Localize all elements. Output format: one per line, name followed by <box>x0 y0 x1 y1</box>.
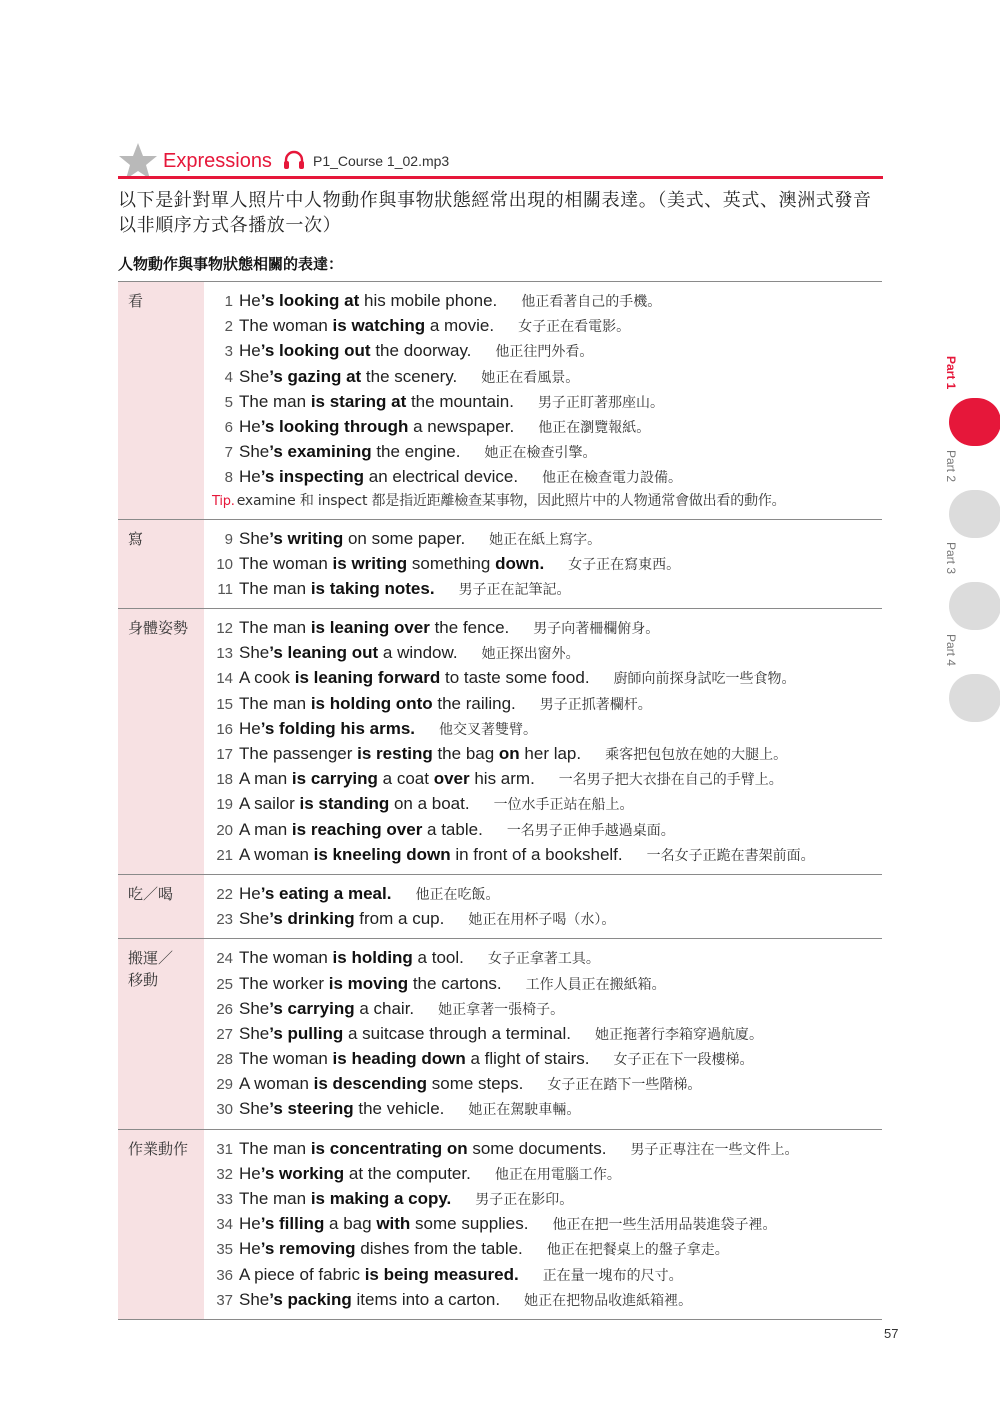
sentence-text: his mobile phone. <box>359 291 498 310</box>
expression-row <box>212 842 882 867</box>
key-expression: ’s carrying <box>269 998 355 1018</box>
sentence-text: at the computer. <box>344 1163 471 1183</box>
key-expression: is watching <box>332 316 426 336</box>
chinese-translation: 男子正專注在一些文件上。 <box>630 1141 799 1158</box>
english-sentence <box>239 719 415 738</box>
english-sentence <box>239 769 535 788</box>
key-expression: ’s eating a meal. <box>260 883 392 903</box>
chinese-translation: 她正在看風景。 <box>481 369 580 386</box>
chinese-translation: 她正在駕駛車輛。 <box>468 1102 581 1119</box>
key-expression: ’s pulling <box>269 1023 344 1043</box>
key-expression: ’s working <box>260 1163 345 1183</box>
key-expression: is carrying <box>291 769 378 789</box>
english-sentence <box>239 668 590 687</box>
expression-number: 18 <box>216 771 233 789</box>
expression-number: 17 <box>216 746 233 763</box>
expression-row <box>212 464 882 489</box>
sentence-text: The man <box>239 391 311 411</box>
chinese-translation: 一位水手正站在船上。 <box>493 797 634 814</box>
key-expression: ’s folding his arms. <box>260 718 416 738</box>
english-sentence <box>239 1049 590 1068</box>
audio-file-name: P1_Course 1_02.mp3 <box>313 153 450 169</box>
key-expression: is leaning forward <box>294 668 441 688</box>
chinese-translation: 她正在紙上寫字。 <box>489 531 602 548</box>
sentence-text: the engine. <box>371 442 461 462</box>
expression-row <box>212 389 882 414</box>
english-sentence <box>239 999 414 1018</box>
sentence-text: He <box>239 467 261 487</box>
key-expression: down. <box>495 553 545 573</box>
category-label: 看 <box>128 292 144 310</box>
english-sentence <box>239 1024 571 1043</box>
sentence-text: The man <box>239 618 311 638</box>
key-expression: is holding onto <box>310 693 433 713</box>
english-sentence <box>239 1265 519 1284</box>
star-icon <box>118 142 158 180</box>
expression-number: 31 <box>216 1140 233 1158</box>
key-expression: ’s drinking <box>269 909 355 929</box>
chinese-translation: 男子向著柵欄俯身。 <box>533 621 660 638</box>
expression-row <box>212 1071 882 1096</box>
expression-row <box>212 313 882 338</box>
expression-row <box>212 971 882 996</box>
expression-row <box>212 1262 882 1287</box>
expression-number: 37 <box>216 1291 233 1309</box>
sentence-text: A woman <box>239 844 314 864</box>
key-expression: is moving <box>328 973 409 993</box>
sentence-text: He <box>239 1163 261 1183</box>
expression-row <box>212 1096 882 1121</box>
sentence-text: the fence. <box>429 618 510 638</box>
expression-number: 36 <box>216 1266 233 1284</box>
english-sentence <box>239 417 514 436</box>
sentence-text: on some paper. <box>343 528 466 548</box>
expression-row <box>212 791 882 816</box>
expression-row <box>212 741 882 766</box>
sentence-text: a window. <box>378 643 458 663</box>
english-sentence <box>239 291 497 310</box>
key-expression: is kneeling down <box>313 844 451 864</box>
tip-label: Tip. <box>212 493 235 509</box>
expression-row <box>212 996 882 1021</box>
key-expression: is staring at <box>310 391 407 411</box>
chinese-translation: 他正在瀏覽報紙。 <box>538 419 651 436</box>
sentence-text: She <box>239 366 270 386</box>
key-expression: ’s examining <box>269 442 372 462</box>
english-sentence <box>239 884 391 903</box>
sentence-text: A piece of fabric <box>239 1264 365 1284</box>
sentence-text: She <box>239 643 270 663</box>
sentence-text: A man <box>239 819 292 839</box>
sentence-text: the mountain. <box>406 391 514 411</box>
section-3 <box>118 608 882 874</box>
english-sentence <box>239 948 464 967</box>
sentence-text: a flight of stairs. <box>465 1049 590 1069</box>
chinese-translation: 一名女子正跪在書架前面。 <box>646 847 815 864</box>
key-expression: on <box>498 744 520 763</box>
expression-row <box>212 906 882 931</box>
chinese-translation: 男子正抓著欄杆。 <box>539 696 652 713</box>
category-label: 作業動作 <box>128 1139 189 1158</box>
category-cell <box>118 875 204 938</box>
sentence-text: He <box>239 1239 261 1259</box>
expression-row <box>212 1161 882 1186</box>
expression-number: 16 <box>216 720 233 738</box>
sentence-text: some steps. <box>427 1074 524 1094</box>
english-sentence <box>239 643 458 662</box>
english-sentence <box>239 579 435 598</box>
expression-number: 11 <box>217 580 233 598</box>
chinese-translation: 女子正在下一段樓梯。 <box>613 1052 754 1069</box>
sentence-text: He <box>239 718 261 738</box>
sentence-text: the railing. <box>432 693 516 713</box>
key-expression: ’s gazing at <box>269 366 362 386</box>
expression-number: 25 <box>216 975 233 993</box>
chinese-translation: 乘客把包包放在她的大腿上。 <box>605 747 788 763</box>
expression-number: 29 <box>216 1076 233 1094</box>
expression-number: 8 <box>224 469 233 487</box>
expression-number: 12 <box>216 620 233 638</box>
expression-row <box>212 1211 882 1236</box>
sentence-text: her lap. <box>519 744 582 763</box>
expression-number: 15 <box>216 695 233 713</box>
english-sentence <box>239 529 465 548</box>
sentence-text: The man <box>239 1189 311 1208</box>
key-expression: is concentrating on <box>310 1138 468 1158</box>
expression-row <box>212 615 882 640</box>
key-expression: is resting <box>357 744 433 763</box>
sentence-text: a tool. <box>412 948 464 968</box>
category-cell <box>118 282 204 519</box>
key-expression: is heading down <box>332 1049 466 1069</box>
key-expression: is leaning over <box>310 618 430 638</box>
key-expression: ’s packing <box>269 1289 352 1309</box>
expression-number: 1 <box>224 293 233 310</box>
key-expression: ’s looking at <box>260 291 360 310</box>
key-expression: ’s leaning out <box>269 643 379 663</box>
expression-row <box>212 766 882 791</box>
sentence-text: The man <box>239 1138 311 1158</box>
expression-row <box>212 1021 882 1046</box>
sentence-text: a bag <box>324 1214 377 1234</box>
sentence-text: The woman <box>239 316 333 336</box>
sidebar-tab-part-3[interactable] <box>949 582 1000 630</box>
sentence-text: He <box>239 416 261 436</box>
category-cell <box>118 939 204 1128</box>
sentence-text: She <box>239 998 270 1018</box>
sentence-text: A sailor <box>239 794 300 814</box>
sentence-text: The passenger <box>239 744 358 763</box>
expression-number: 24 <box>216 950 233 968</box>
sentence-text: The worker <box>239 973 329 993</box>
english-sentence <box>239 367 457 386</box>
chinese-translation: 她正探出窗外。 <box>481 646 580 663</box>
chinese-translation: 女子正在看電影。 <box>518 319 631 336</box>
key-expression: ’s steering <box>269 1099 354 1119</box>
expression-row <box>212 576 882 601</box>
key-expression: is writing <box>332 553 408 573</box>
sidebar-tab-part-2[interactable] <box>949 490 1000 538</box>
sentence-text: on a boat. <box>389 794 470 814</box>
sentence-text: She <box>239 1023 270 1043</box>
chinese-translation: 她正在檢查引擎。 <box>484 445 597 462</box>
sentence-text: She <box>239 1289 270 1309</box>
sentence-text: the doorway. <box>370 341 472 361</box>
english-sentence <box>239 1214 528 1233</box>
sentence-text: his arm. <box>469 769 535 789</box>
expression-row <box>212 338 882 363</box>
key-expression: is being measured. <box>364 1264 519 1284</box>
chinese-translation: 男子正在記筆記。 <box>458 581 571 598</box>
english-sentence <box>239 1189 451 1208</box>
sidebar-tab-part-1[interactable] <box>949 398 1000 446</box>
key-expression: over <box>433 769 470 789</box>
chinese-translation: 他正在把一些生活用品裝進袋子裡。 <box>552 1217 777 1234</box>
chinese-translation: 一名男子正伸手越過桌面。 <box>506 822 675 839</box>
expressions-table <box>118 281 882 1320</box>
expression-row <box>212 691 882 716</box>
sentence-text: He <box>239 341 261 361</box>
expression-number: 19 <box>216 796 233 814</box>
chinese-translation: 男子正在影印。 <box>475 1192 574 1208</box>
sentence-text: He <box>239 1214 261 1234</box>
sentence-text: She <box>239 909 270 929</box>
sentence-text: He <box>239 883 261 903</box>
chinese-translation: 他正看著自己的手機。 <box>521 294 662 310</box>
expression-number: 26 <box>216 1000 233 1018</box>
sentence-text: the scenery. <box>361 366 458 386</box>
section-2 <box>118 519 882 609</box>
category-label: 寫 <box>128 529 144 548</box>
english-sentence <box>239 794 470 813</box>
sidebar-label-part-3[interactable]: Part 3 <box>944 542 958 575</box>
sentence-text: The woman <box>239 948 333 968</box>
expression-number: 6 <box>224 418 233 436</box>
sentence-text: dishes from the table. <box>355 1239 523 1259</box>
expression-number: 14 <box>216 670 233 688</box>
expression-row <box>212 1287 882 1312</box>
chinese-translation: 女子正在寫東西。 <box>568 556 681 573</box>
key-expression: is holding <box>332 948 413 968</box>
sentence-text: A man <box>239 769 292 789</box>
section-1 <box>118 281 882 519</box>
sentence-text: in front of a bookshelf. <box>450 844 623 864</box>
category-cell <box>118 520 204 609</box>
expression-number: 27 <box>216 1025 233 1043</box>
sentence-text: a table. <box>422 819 483 839</box>
key-expression: is making a copy. <box>310 1189 452 1208</box>
chinese-translation: 正在量一塊布的尺寸。 <box>542 1267 683 1284</box>
english-sentence <box>239 618 509 637</box>
expression-row <box>212 945 882 970</box>
expression-number: 7 <box>224 444 233 462</box>
expression-row <box>212 288 882 313</box>
headphones-icon[interactable] <box>282 148 306 172</box>
expression-row <box>212 817 882 842</box>
section-6 <box>118 1129 882 1320</box>
expression-row <box>212 881 882 906</box>
expression-row <box>212 1186 882 1211</box>
chinese-translation: 一名男子把大衣掛在自己的手臂上。 <box>558 772 783 789</box>
english-sentence <box>239 974 502 993</box>
english-sentence <box>239 554 544 573</box>
expression-number: 28 <box>216 1051 233 1069</box>
chinese-translation: 他正在檢查電力設備。 <box>542 470 683 487</box>
english-sentence <box>239 820 483 839</box>
chinese-translation: 女子正拿著工具。 <box>487 951 600 968</box>
tip-note <box>212 490 882 512</box>
english-sentence <box>239 1074 523 1093</box>
section-title: Expressions <box>163 150 272 172</box>
chinese-translation: 她正在用杯子喝（水）。 <box>468 912 616 929</box>
sidebar-label-part-4[interactable]: Part 4 <box>944 634 958 667</box>
expression-number: 35 <box>216 1241 233 1259</box>
expression-row <box>212 665 882 690</box>
chinese-translation: 廚師向前探身試吃一些食物。 <box>613 671 796 688</box>
english-sentence <box>239 909 444 928</box>
expression-number: 32 <box>216 1165 233 1183</box>
chinese-translation: 他交叉著雙臂。 <box>439 721 538 738</box>
header-rule <box>118 176 883 179</box>
chinese-translation: 他正在吃飯。 <box>415 886 500 903</box>
expression-row <box>212 1136 882 1161</box>
category-cell <box>118 609 204 874</box>
sentence-text: some documents. <box>467 1138 607 1158</box>
chinese-translation: 他正在把餐桌上的盤子拿走。 <box>546 1242 729 1259</box>
expression-row <box>212 414 882 439</box>
sentence-text: the cartons. <box>408 973 502 993</box>
sidebar-label-part-2[interactable]: Part 2 <box>944 450 958 483</box>
english-sentence <box>239 467 518 486</box>
expression-number: 10 <box>216 555 233 573</box>
expression-row <box>212 716 882 741</box>
sentence-text: items into a carton. <box>351 1289 501 1309</box>
sentence-text: from a cup. <box>354 909 445 929</box>
chinese-translation: 她正在把物品收進紙箱裡。 <box>524 1292 693 1309</box>
key-expression: is standing <box>299 794 390 814</box>
expression-number: 2 <box>224 318 233 336</box>
expression-number: 34 <box>216 1216 233 1234</box>
english-sentence <box>239 1290 500 1309</box>
expression-number: 33 <box>216 1191 233 1208</box>
key-expression: ’s filling <box>260 1214 325 1234</box>
sentence-text: an electrical device. <box>364 467 519 487</box>
sentence-text: the bag <box>432 744 499 763</box>
english-sentence <box>239 341 471 360</box>
chinese-translation: 他正在用電腦工作。 <box>494 1166 621 1183</box>
expression-number: 9 <box>224 530 233 548</box>
sentence-text: a suitcase through a terminal. <box>343 1023 571 1043</box>
chinese-translation: 女子正在踏下一些階梯。 <box>547 1077 702 1094</box>
key-expression: ’s looking out <box>260 341 371 361</box>
sentence-text: She <box>239 528 270 548</box>
key-expression: ’s writing <box>269 528 344 548</box>
sentence-text: A woman <box>239 1074 314 1094</box>
category-label: 搬運／ 移動 <box>128 949 174 990</box>
chinese-translation: 她正拖著行李箱穿過航廈。 <box>594 1026 763 1043</box>
sentence-text: a chair. <box>354 998 415 1018</box>
tip-text: examine 和 inspect 都是指近距離檢查某事物，因此照片中的人物通常會做出看的動作。 <box>236 492 786 509</box>
expression-number: 30 <box>216 1101 233 1119</box>
key-expression: is reaching over <box>291 819 423 839</box>
english-sentence <box>239 442 460 461</box>
sentence-text: A cook <box>239 668 295 688</box>
key-expression: ’s inspecting <box>260 467 365 487</box>
key-expression: ’s removing <box>260 1239 356 1259</box>
sentence-text: The woman <box>239 1049 333 1069</box>
expression-row <box>212 526 882 551</box>
category-label: 身體姿勢 <box>128 619 189 638</box>
english-sentence <box>239 744 581 763</box>
english-sentence <box>239 1099 444 1118</box>
sentence-text: The man <box>239 693 311 713</box>
sentence-text: some supplies. <box>410 1214 529 1234</box>
sentence-text: a movie. <box>425 316 495 336</box>
section-4 <box>118 874 882 938</box>
expression-row <box>212 364 882 389</box>
key-expression: is taking notes. <box>310 578 435 598</box>
expression-number: 5 <box>224 393 233 411</box>
english-sentence <box>239 1164 471 1183</box>
sentence-text: The woman <box>239 553 333 573</box>
sidebar-label-part-1[interactable]: Part 1 <box>944 356 958 390</box>
expression-row <box>212 640 882 665</box>
expression-number: 3 <box>224 343 233 361</box>
expression-number: 22 <box>216 885 233 903</box>
sentence-text: something <box>407 553 496 573</box>
sentence-text: She <box>239 1099 270 1119</box>
chinese-translation: 她正拿著一張椅子。 <box>438 1001 565 1018</box>
english-sentence <box>239 845 623 864</box>
sentence-text: He <box>239 291 261 310</box>
english-sentence <box>239 694 516 713</box>
sidebar-tab-part-4[interactable] <box>949 674 1000 722</box>
sentence-text: the vehicle. <box>353 1099 445 1119</box>
english-sentence <box>239 392 514 411</box>
section-5 <box>118 938 882 1128</box>
chinese-translation: 工作人員正在搬紙箱。 <box>525 976 666 993</box>
chinese-translation: 他正往門外看。 <box>495 344 594 361</box>
expression-number: 21 <box>216 846 233 864</box>
expression-row <box>212 1046 882 1071</box>
category-label: 吃／喝 <box>128 884 174 903</box>
expression-number: 23 <box>216 911 233 929</box>
key-expression: ’s looking through <box>260 416 409 436</box>
key-expression: is descending <box>313 1074 428 1094</box>
category-cell <box>118 1130 204 1319</box>
english-sentence <box>239 316 494 335</box>
key-expression: with <box>376 1214 411 1234</box>
expression-row <box>212 1236 882 1261</box>
sentence-text: She <box>239 442 270 462</box>
intro-text: 以下是針對單人照片中人物動作與事物狀態經常出現的相關表達。（美式、英式、澳洲式發音以非順序方式各播放一次） <box>118 190 872 236</box>
sentence-text: to taste some food. <box>440 668 590 688</box>
expression-number: 20 <box>216 821 233 839</box>
expression-number: 4 <box>224 368 233 386</box>
subheading: 人物動作與事物狀態相關的表達： <box>118 255 344 273</box>
page-number: 57 <box>884 1326 899 1341</box>
sentence-text: a newspaper. <box>408 416 515 436</box>
chinese-translation: 男子正盯著那座山。 <box>537 394 664 411</box>
sentence-text: The man <box>239 578 311 598</box>
expression-row <box>212 439 882 464</box>
expression-number: 13 <box>216 645 233 663</box>
english-sentence <box>239 1139 607 1158</box>
sentence-text: a coat <box>377 769 434 789</box>
expression-row <box>212 551 882 576</box>
english-sentence <box>239 1239 523 1258</box>
